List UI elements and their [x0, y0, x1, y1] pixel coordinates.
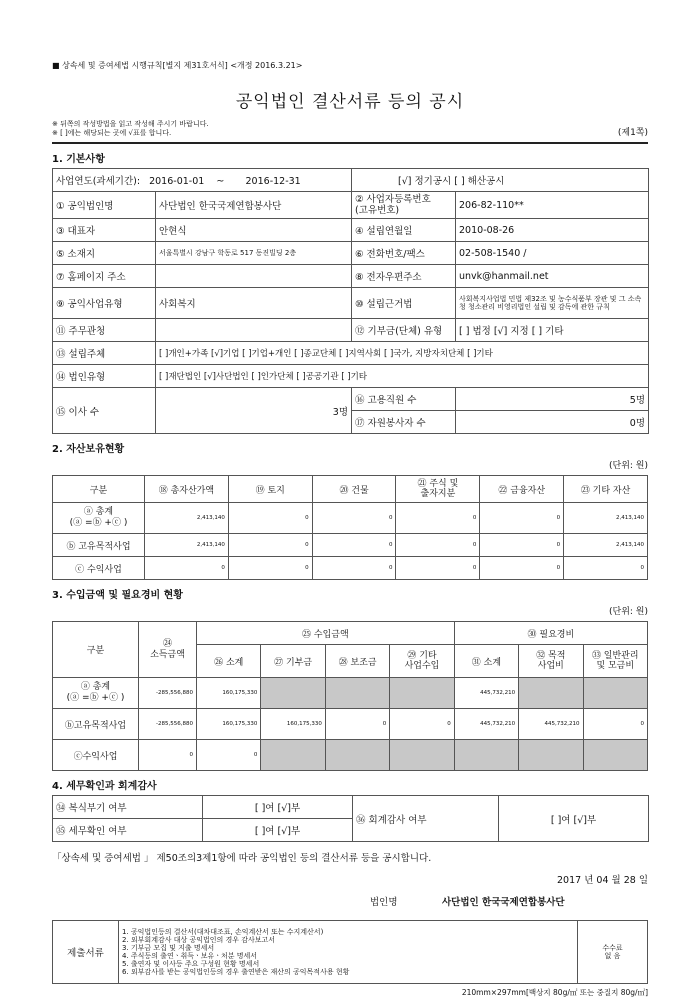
assets-row-label: ⓐ 총계 (ⓐ =ⓑ +ⓒ ) [53, 503, 145, 534]
date: 2017 년 04 월 28 일 [557, 875, 648, 886]
biz-type-label: ⑨ 공익사업유형 [53, 288, 156, 319]
income-cell-na [325, 740, 389, 771]
docs-table [52, 920, 648, 984]
founder-label: ⑬ 설립주체 [53, 342, 156, 365]
form-page [52, 60, 648, 998]
basis-label: ⑩ 설립근거법 [352, 288, 456, 319]
page-label: (제1쪽) [617, 128, 648, 138]
assets-cell: 0 [564, 557, 648, 580]
fiscal-period [53, 169, 352, 192]
phone: 02-508-1540 / [456, 242, 649, 265]
address-label: ⑤ 소재지 [53, 242, 156, 265]
income-cell-na [519, 678, 583, 709]
period-label: 사업연도(과세기간): [56, 176, 141, 187]
income-row-label: ⓑ고유목적사업 [53, 709, 139, 740]
income-cell: 0 [197, 740, 261, 771]
assets-cell: 0 [396, 503, 480, 534]
assets-cell: 2,413,140 [564, 534, 648, 557]
instruction-note: ※ 뒤쪽의 작성방법을 읽고 작성해 주시기 바랍니다. [52, 120, 209, 128]
volunteers: 0명 [456, 411, 649, 434]
assets-header: ㉒ 금융자산 [480, 476, 564, 503]
org-name-label: ① 공익법인명 [53, 192, 156, 219]
assets-cell: 0 [312, 557, 396, 580]
section-income-heading: 3. 수입금액 및 필요경비 현황 [52, 590, 183, 601]
income-cell-na [583, 678, 647, 709]
donation-type-label: ⑫ 기부금(단체) 유형 [352, 319, 456, 342]
period-start: 2016-01-01 [149, 176, 205, 187]
income-cell: 160,175,330 [261, 709, 325, 740]
bizno: 206-82-110** [456, 192, 649, 219]
income-cell-na [390, 678, 454, 709]
doc-item: 1. 공익법인등의 결산서(대차대조표, 손익계산서 또는 수지계산서) [122, 928, 324, 936]
tax-check-label: ㉟ 세무확인 여부 [53, 819, 203, 842]
directors-label: ⑮ 이사 수 [53, 388, 156, 434]
signer-label: 법인명 [370, 897, 398, 908]
assets-cell: 0 [480, 557, 564, 580]
income-cell: 160,175,330 [197, 709, 261, 740]
docs-list [119, 921, 578, 984]
income-header: ㉔ 소득금액 [139, 622, 197, 678]
signature-line [52, 894, 648, 908]
email-label: ⑧ 전자우편주소 [352, 265, 456, 288]
assets-cell: 2,413,140 [145, 534, 229, 557]
income-subheader: ㉜ 목적 사업비 [519, 645, 583, 678]
bizno-label: ② 사업자등록번호 (고유번호) [352, 192, 456, 219]
income-cell: 160,175,330 [197, 678, 261, 709]
docs-label: 제출서류 [53, 921, 119, 984]
income-row [53, 709, 648, 740]
corp-type-label: ⑭ 법인유형 [53, 365, 156, 388]
bookkeeping-label: ㉞ 복식부기 여부 [53, 796, 203, 819]
basis: 사회복지사업법 민법 제32조 및 농수식품부 장관 및 그 소속청 청소관리 비영리법인 설립 및 감독에 관한 규칙 [456, 288, 649, 319]
bookkeeping-value: [ ]여 [√]부 [203, 796, 353, 819]
assets-header: ⑲ 토지 [228, 476, 312, 503]
donation-type: [ ] 법정 [√] 지정 [ ] 기타 [456, 319, 649, 342]
assets-header: ⑱ 총자산가액 [145, 476, 229, 503]
assets-cell: 0 [480, 534, 564, 557]
assets-row-label: ⓑ 고유목적사업 [53, 534, 145, 557]
assets-cell: 0 [396, 557, 480, 580]
assets-header: ㉓ 기타 자산 [564, 476, 648, 503]
income-row-label: ⓒ수익사업 [53, 740, 139, 771]
revenue-header: ㉕ 수입금액 [197, 622, 455, 645]
income-cell: 0 [390, 709, 454, 740]
tax-table [52, 795, 649, 842]
assets-header: 구분 [53, 476, 145, 503]
income-row-label: ⓐ 총계 (ⓐ =ⓑ +ⓒ ) [53, 678, 139, 709]
assets-cell: 0 [312, 534, 396, 557]
staff: 5명 [456, 388, 649, 411]
est-date-label: ④ 설립연월일 [352, 219, 456, 242]
biz-type: 사회복지 [156, 288, 352, 319]
audit-value: [ ]여 [√]부 [499, 796, 649, 842]
income-cell-na [261, 678, 325, 709]
income-cell-na [390, 740, 454, 771]
income-subheader: ㉖ 소계 [197, 645, 261, 678]
phone-label: ⑥ 전화번호/팩스 [352, 242, 456, 265]
income-col-group: 구분 [53, 622, 139, 678]
doc-item: 6. 외부감사를 받는 공익법인등의 경우 출연받은 재산의 공익목적사용 현황 [122, 968, 350, 976]
doc-item: 4. 주식등의 출연ㆍ취득ㆍ보유ㆍ처분 명세서 [122, 952, 258, 960]
assets-cell: 0 [312, 503, 396, 534]
fee: 수수료 없 음 [578, 921, 648, 984]
doc-item: 3. 기부금 모집 및 지출 명세서 [122, 944, 215, 952]
expense-header: ㉚ 필요경비 [454, 622, 647, 645]
assets-cell: 0 [145, 557, 229, 580]
assets-row-label: ⓒ 수익사업 [53, 557, 145, 580]
assets-header: ㉑ 주식 및 출자지분 [396, 476, 480, 503]
representative: 안현식 [156, 219, 352, 242]
homepage [156, 265, 352, 288]
ministry [156, 319, 352, 342]
income-subheader: ㉛ 소계 [454, 645, 518, 678]
basic-info-table [52, 168, 649, 434]
assets-cell: 2,413,140 [564, 503, 648, 534]
income-cell-na [454, 740, 518, 771]
corp-type: [ ]재단법인 [√]사단법인 [ ]인가단체 [ ]공공기관 [ ]기타 [156, 365, 649, 388]
ministry-label: ⑪ 주무관청 [53, 319, 156, 342]
income-subheader: ㉝ 일반관리 및 모금비 [583, 645, 647, 678]
assets-header: ⑳ 건물 [312, 476, 396, 503]
audit-label: ㊱ 회계감사 여부 [353, 796, 499, 842]
directors: 3명 [156, 388, 352, 434]
staff-label: ⑯ 고용직원 수 [352, 388, 456, 411]
section-assets-heading: 2. 자산보유현황 [52, 444, 125, 455]
income-subheader: ㉘ 보조금 [325, 645, 389, 678]
signer-name: 사단법인 한국국제연합봉사단 [442, 897, 565, 908]
tax-check-value: [ ]여 [√]부 [203, 819, 353, 842]
doc-item: 2. 외부회계감사 대상 공익법인의 경우 감사보고서 [122, 936, 276, 944]
est-date: 2010-08-26 [456, 219, 649, 242]
assets-row [53, 503, 648, 534]
paper-spec: 210mm×297mm[백상지 80g/㎡ 또는 중질지 80g/㎡] [461, 988, 648, 997]
income-cell: 0 [583, 709, 647, 740]
income-row [53, 740, 648, 771]
org-name: 사단법인 한국국제연합봉사단 [156, 192, 352, 219]
doc-item: 5. 출연자 및 이사등 주요 구성원 현황 명세서 [122, 960, 260, 968]
statement: 「상속세 및 증여세법 」 제50조의3제1항에 따라 공익법인 등의 결산서류 등을 공시합니다. [52, 853, 432, 864]
income-cell: 445,732,210 [454, 678, 518, 709]
income-table [52, 621, 648, 771]
form-header: ■ 상속세 및 증여세법 시행규칙[별지 제31호서식] <개정 2016.3.21> [52, 61, 303, 70]
assets-row [53, 534, 648, 557]
disclosure-type: [√] 정기공시 [ ] 해산공시 [352, 169, 649, 192]
instruction-notes [52, 120, 209, 138]
income-cell: 445,732,210 [454, 709, 518, 740]
income-cell: 0 [139, 740, 197, 771]
income-cell-na [325, 678, 389, 709]
income-cell-na [261, 740, 325, 771]
period-tilde: ~ [216, 176, 225, 187]
income-cell-na [519, 740, 583, 771]
assets-unit: (단위: 원) [609, 461, 648, 471]
homepage-label: ⑦ 홈페이지 주소 [53, 265, 156, 288]
address: 서울특별시 강남구 학동로 517 동진빌딩 2층 [156, 242, 352, 265]
assets-cell: 0 [396, 534, 480, 557]
assets-cell: 0 [228, 503, 312, 534]
assets-row [53, 557, 648, 580]
assets-cell: 0 [228, 557, 312, 580]
assets-table [52, 475, 648, 580]
assets-cell: 0 [228, 534, 312, 557]
assets-cell: 0 [480, 503, 564, 534]
section-tax-heading: 4. 세무확인과 회계감사 [52, 781, 157, 792]
income-cell: -285,556,880 [139, 678, 197, 709]
income-cell: -285,556,880 [139, 709, 197, 740]
email: unvk@hanmail.net [456, 265, 649, 288]
founder: [ ]개인+가족 [√]기업 [ ]기업+개인 [ ]종교단체 [ ]지역사회 [ ]국가, 지방자치단체 [ ]기타 [156, 342, 649, 365]
instruction-note: ※ [ ]에는 해당되는 곳에 √표를 합니다. [52, 129, 172, 137]
assets-cell: 2,413,140 [145, 503, 229, 534]
income-subheader: ㉙ 기타 사업수입 [390, 645, 454, 678]
section-basic-heading: 1. 기본사항 [52, 154, 105, 165]
form-title: 공익법인 결산서류 등의 공시 [235, 92, 465, 112]
income-row [53, 678, 648, 709]
income-unit: (단위: 원) [609, 607, 648, 617]
period-end: 2016-12-31 [245, 176, 301, 187]
volunteers-label: ⑰ 자원봉사자 수 [352, 411, 456, 434]
income-cell-na [583, 740, 647, 771]
income-cell: 0 [325, 709, 389, 740]
income-cell: 445,732,210 [519, 709, 583, 740]
income-subheader: ㉗ 기부금 [261, 645, 325, 678]
representative-label: ③ 대표자 [53, 219, 156, 242]
